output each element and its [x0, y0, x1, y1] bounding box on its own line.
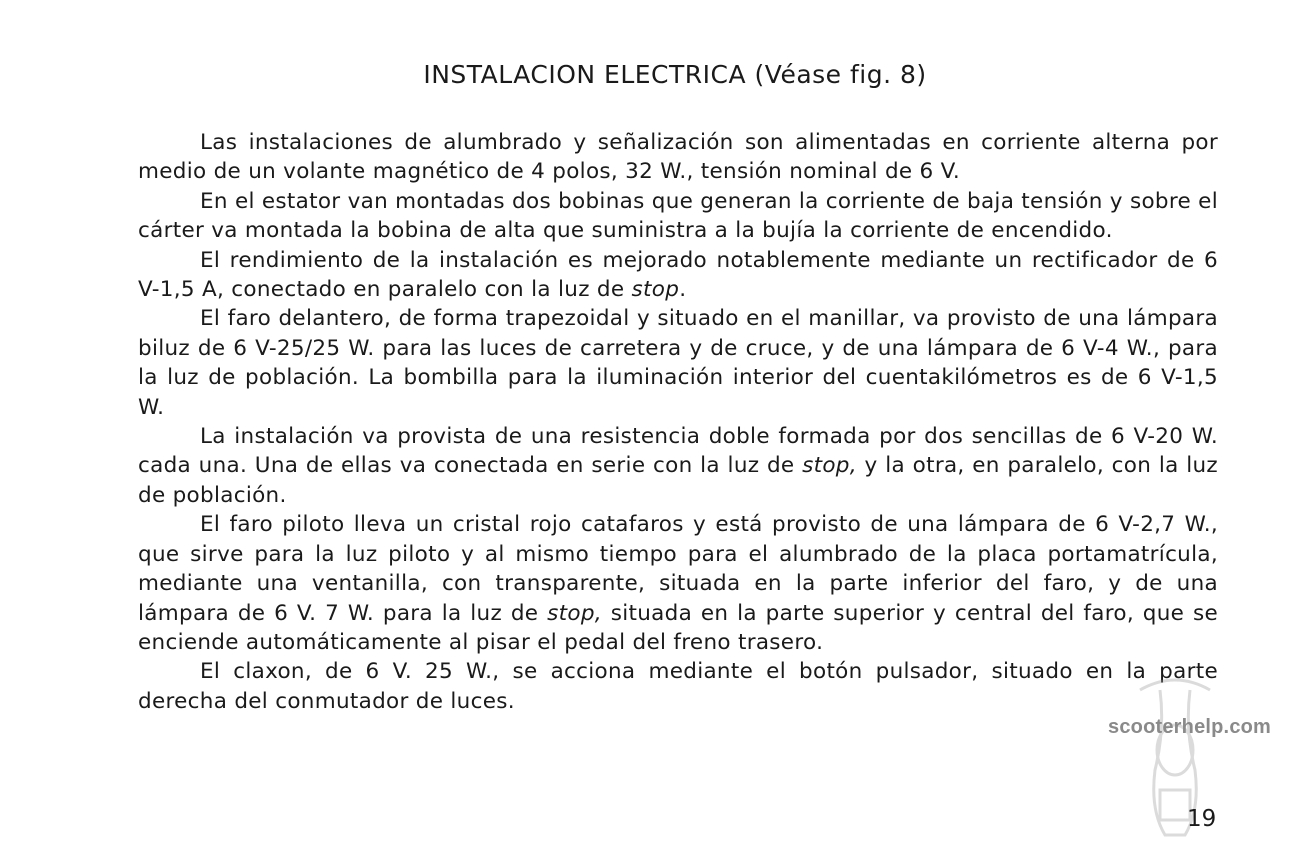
paragraph-headlight: El faro delantero, de forma trapezoidal y situado en el manillar, va provisto de una lámpara biluz de 6 V-25/25 W. para las luces de carretera y de cruce, y de una lámpara de 6 V-4 W., para la luz de población. La bombilla para la iluminación interior del cuentakilómetros es de 6 V-1,5 W. — [138, 306, 1218, 420]
watermark-text: scooterhelp.com — [1108, 716, 1272, 738]
paragraph-power-supply: Las instalaciones de alumbrado y señalización son alimentadas en corriente alterna por medio de un volante magnético de 4 polos, 32 W., tensión nominal de 6 V. — [138, 130, 1218, 185]
body-text — [138, 128, 1218, 716]
title-figure-reference: (Véase fig. 8) — [754, 60, 927, 89]
paragraph-resistance — [138, 422, 1218, 510]
paragraph-resistance-end: y la otra, en paralelo, con la luz de población. — [138, 453, 1219, 508]
page-number: 19 — [1187, 806, 1217, 832]
title-main: INSTALACION ELECTRICA — [423, 60, 747, 89]
paragraph-tail-light — [138, 510, 1218, 657]
paragraph-tail-light-end: situada en la parte superior y central del faro, que se enciende automáticamente al pisar el pedal del freno trasero. — [138, 600, 1219, 655]
paragraph-horn: El claxon, de 6 V. 25 W., se acciona mediante el botón pulsador, situado en la parte derecha del conmutador de luces. — [138, 659, 1218, 714]
paragraph-resistance-text: La instalación va provista de una resistencia doble formada por dos sencillas de 6 V-20 W. cada una. Una de ellas va conectada en serie con la luz de — [138, 424, 1218, 479]
stop-emphasis: stop, — [802, 453, 857, 479]
paragraph-rectifier-text: El rendimiento de la instalación es mejorado notablemente mediante un rectificador de 6 V-1,5 A, conectado en paralelo con la luz de — [138, 247, 1218, 303]
page-title — [0, 60, 1290, 89]
stop-emphasis: stop, — [547, 600, 602, 626]
paragraph-tail-light-text: El faro piloto lleva un cristal rojo catafaros y está provisto de una lámpara de 6 V-2,7 W., que sirve para la luz piloto y al mismo tiempo para el alumbrado de la placa portamatrícula, mediante una ventanilla, con transparente, situada en la parte inferior del faro, y de una lámpara de 6 V. 7 W. para la luz de — [138, 512, 1218, 626]
paragraph-rectifier — [138, 246, 1218, 305]
stop-emphasis: stop — [631, 277, 680, 303]
paragraph-stator-coils: En el estator van montadas dos bobinas que generan la corriente de baja tensión y sobre el cárter va montada la bobina de alta que suministra a la bujía la corriente de encendido. — [138, 188, 1218, 244]
paragraph-rectifier-end: . — [679, 277, 687, 303]
